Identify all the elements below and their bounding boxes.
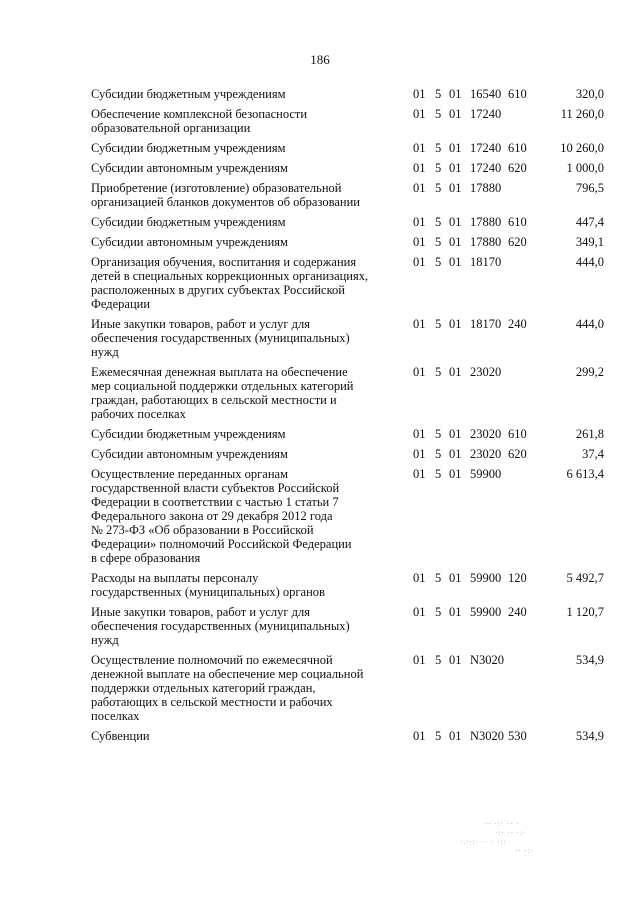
item-code: N3020: [470, 729, 505, 743]
group-code: 01: [449, 427, 462, 441]
subprogram-code: 5: [435, 107, 442, 121]
row-name: Субвенции: [91, 729, 150, 743]
group-code: 01: [449, 141, 462, 155]
table-row: [91, 141, 611, 155]
table-row: [91, 235, 611, 249]
amount: 796,5: [575, 181, 604, 195]
subprogram-code: 5: [435, 365, 442, 379]
amount: 444,0: [575, 255, 604, 269]
row-name: Субсидии автономным учреждениям: [91, 235, 288, 249]
amount: 444,0: [575, 317, 604, 331]
subprogram-code: 5: [435, 571, 442, 585]
table-row: [91, 161, 611, 175]
expense-type-code: 610: [508, 427, 527, 441]
expense-type-code: 620: [508, 161, 527, 175]
chapter-code: 01: [413, 215, 426, 229]
item-code: 18170: [470, 255, 502, 269]
table-row: [91, 571, 611, 599]
row-name: Субсидии автономным учреждениям: [91, 447, 288, 461]
chapter-code: 01: [413, 87, 426, 101]
subprogram-code: 5: [435, 141, 442, 155]
amount: 349,1: [575, 235, 604, 249]
table-row: [91, 427, 611, 441]
group-code: 01: [449, 447, 462, 461]
amount: 37,4: [582, 447, 604, 461]
row-name: Иные закупки товаров, работ и услуг для обеспечения государственных (муниципальных) нужд: [91, 317, 350, 359]
item-code: 17240: [470, 141, 502, 155]
row-name: Осуществление полномочий по ежемесячной денежной выплате на обеспечение мер социальной поддержки отдельных категорий граждан, работающих в сельской местности и рабочих поселках: [91, 653, 364, 723]
group-code: 01: [449, 365, 462, 379]
chapter-code: 01: [413, 235, 426, 249]
row-name: Осуществление переданных органам государственной власти субъектов Российской Федерации в соответствии с частью 1 статьи 7 Федерального закона от 29 декабря 2012 года № 273-ФЗ «Об образовании в Российской Федерации» полномочий Российской Федерации в сфере образования: [91, 467, 352, 565]
expense-type-code: 240: [508, 605, 527, 619]
subprogram-code: 5: [435, 447, 442, 461]
item-code: 17240: [470, 107, 502, 121]
expense-type-code: 620: [508, 447, 527, 461]
item-code: 59900: [470, 571, 502, 585]
table-row: [91, 181, 611, 209]
item-code: 59900: [470, 605, 502, 619]
item-code: 16540: [470, 87, 502, 101]
table-row: [91, 107, 611, 135]
chapter-code: 01: [413, 255, 426, 269]
expense-type-code: 610: [508, 141, 527, 155]
amount: 10 260,0: [560, 141, 604, 155]
amount: 534,9: [575, 653, 604, 667]
chapter-code: 01: [413, 427, 426, 441]
chapter-code: 01: [413, 605, 426, 619]
faded-stamp: ·· ·:· ·· · ·:· ·· ·:· ·.··:· ·· · ·:· ·· ·:·: [460, 820, 535, 855]
chapter-code: 01: [413, 729, 426, 743]
row-name: Расходы на выплаты персоналу государственных (муниципальных) органов: [91, 571, 325, 599]
chapter-code: 01: [413, 653, 426, 667]
item-code: 17880: [470, 181, 502, 195]
chapter-code: 01: [413, 571, 426, 585]
chapter-code: 01: [413, 141, 426, 155]
group-code: 01: [449, 255, 462, 269]
group-code: 01: [449, 215, 462, 229]
item-code: 23020: [470, 447, 502, 461]
table-row: [91, 467, 611, 565]
table-row: [91, 87, 611, 101]
subprogram-code: 5: [435, 729, 442, 743]
group-code: 01: [449, 181, 462, 195]
group-code: 01: [449, 107, 462, 121]
table-row: [91, 215, 611, 229]
row-name: Иные закупки товаров, работ и услуг для обеспечения государственных (муниципальных) нужд: [91, 605, 350, 647]
amount: 11 260,0: [560, 107, 604, 121]
amount: 299,2: [575, 365, 604, 379]
row-name: Ежемесячная денежная выплата на обеспечение мер социальной поддержки отдельных категорий граждан, работающих в сельской местности и рабочих поселках: [91, 365, 354, 421]
table-row: [91, 729, 611, 743]
row-name: Субсидии бюджетным учреждениям: [91, 87, 286, 101]
table-row: [91, 447, 611, 461]
chapter-code: 01: [413, 317, 426, 331]
item-code: N3020: [470, 653, 505, 667]
expense-type-code: 620: [508, 235, 527, 249]
amount: 534,9: [575, 729, 604, 743]
group-code: 01: [449, 571, 462, 585]
row-name: Приобретение (изготовление) образовательной организацией бланков документов об образовании: [91, 181, 360, 209]
item-code: 18170: [470, 317, 502, 331]
expense-type-code: 610: [508, 215, 527, 229]
amount: 1 000,0: [566, 161, 604, 175]
subprogram-code: 5: [435, 653, 442, 667]
subprogram-code: 5: [435, 317, 442, 331]
item-code: 17880: [470, 215, 502, 229]
row-name: Обеспечение комплексной безопасности образовательной организации: [91, 107, 308, 135]
amount: 5 492,7: [566, 571, 604, 585]
subprogram-code: 5: [435, 181, 442, 195]
expense-type-code: 240: [508, 317, 527, 331]
group-code: 01: [449, 653, 462, 667]
item-code: 17880: [470, 235, 502, 249]
chapter-code: 01: [413, 365, 426, 379]
group-code: 01: [449, 467, 462, 481]
row-name: Организация обучения, воспитания и содержания детей в специальных коррекционных организациях, расположенных в других субъектах Российской Федерации: [91, 255, 369, 311]
expense-type-code: 530: [508, 729, 527, 743]
chapter-code: 01: [413, 107, 426, 121]
table-row: [91, 317, 611, 359]
expense-type-code: 120: [508, 571, 527, 585]
row-name: Субсидии бюджетным учреждениям: [91, 215, 286, 229]
group-code: 01: [449, 317, 462, 331]
page-number: 186: [310, 52, 330, 67]
chapter-code: 01: [413, 467, 426, 481]
item-code: 59900: [470, 467, 502, 481]
row-name: Субсидии бюджетным учреждениям: [91, 141, 286, 155]
table-row: [91, 605, 611, 647]
item-code: 23020: [470, 365, 502, 379]
table-row: [91, 365, 611, 421]
chapter-code: 01: [413, 161, 426, 175]
subprogram-code: 5: [435, 235, 442, 249]
amount: 320,0: [575, 87, 604, 101]
chapter-code: 01: [413, 181, 426, 195]
amount: 261,8: [575, 427, 604, 441]
subprogram-code: 5: [435, 255, 442, 269]
subprogram-code: 5: [435, 161, 442, 175]
subprogram-code: 5: [435, 605, 442, 619]
amount: 6 613,4: [566, 467, 604, 481]
item-code: 23020: [470, 427, 502, 441]
group-code: 01: [449, 605, 462, 619]
group-code: 01: [449, 235, 462, 249]
table-row: [91, 653, 611, 723]
expense-type-code: 610: [508, 87, 527, 101]
table-row: [91, 255, 611, 311]
group-code: 01: [449, 161, 462, 175]
subprogram-code: 5: [435, 467, 442, 481]
subprogram-code: 5: [435, 87, 442, 101]
group-code: 01: [449, 729, 462, 743]
row-name: Субсидии бюджетным учреждениям: [91, 427, 286, 441]
group-code: 01: [449, 87, 462, 101]
subprogram-code: 5: [435, 427, 442, 441]
budget-table: [91, 87, 611, 749]
row-name: Субсидии автономным учреждениям: [91, 161, 288, 175]
amount: 1 120,7: [566, 605, 604, 619]
amount: 447,4: [575, 215, 604, 229]
item-code: 17240: [470, 161, 502, 175]
subprogram-code: 5: [435, 215, 442, 229]
chapter-code: 01: [413, 447, 426, 461]
